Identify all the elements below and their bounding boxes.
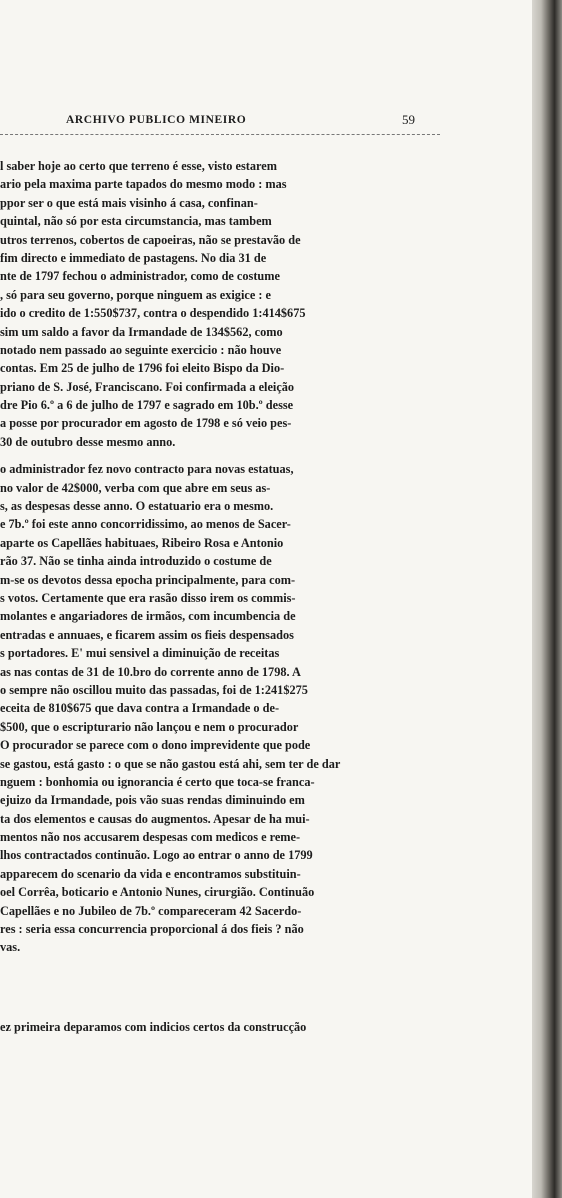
text-line: contas. Em 25 de julho de 1796 foi eleito Bispo da Dio- <box>0 361 285 376</box>
text-line: vas. <box>0 940 21 955</box>
text-line: dre Pio 6.º a 6 de julho de 1797 e sagrado em 10b.º desse <box>0 398 294 413</box>
text-line: 30 de outubro desse mesmo anno. <box>0 434 176 449</box>
text-line: $500, que o escripturario não lançou e nem o procurador <box>0 719 299 734</box>
paragraph <box>0 460 440 957</box>
text-line: as nas contas de 31 de 10.bro do corrente anno de 1798. A <box>0 664 301 679</box>
text-line: nguem : bonhomia ou ignorancia é certo que toca-se franca- <box>0 774 315 789</box>
text-line: a posse por procurador em agosto de 1798 e só veio pes- <box>0 416 292 431</box>
text-line: apparecem do scenario da vida e encontramos substituin- <box>0 866 301 881</box>
text-line: ppor ser o que está mais visinho á casa, confinan- <box>0 195 258 210</box>
text-line: se gastou, está gasto : o que se não gastou está ahi, sem ter de dar <box>0 756 341 771</box>
text-line: ta dos elementos e causas do augmentos. Apesar de ha mui- <box>0 811 310 826</box>
text-line: , só para seu governo, porque ninguem as exigice : e <box>0 287 271 302</box>
text-line: O procurador se parece com o dono imprevidente que pode <box>0 738 311 753</box>
text-line: s portadores. E' mui sensivel a diminuição de receitas <box>0 646 280 661</box>
text-line: no valor de 42$000, verba com que abre em seus as- <box>0 480 271 495</box>
text-line: mentos não nos accusarem despesas com medicos e reme- <box>0 830 301 845</box>
text-line: Capellães e no Jubileo de 7b.º compareceram 42 Sacerdo- <box>0 903 302 918</box>
text-line: molantes e angariadores de irmãos, com incumbencia de <box>0 609 296 624</box>
text-line: lhos contractados continuão. Logo ao entrar o anno de 1799 <box>0 848 313 863</box>
text-line: s, as despesas desse anno. O estatuario era o mesmo. <box>0 499 274 514</box>
page-header <box>0 114 440 134</box>
text-line: quintal, não só por esta circumstancia, mas tambem <box>0 214 272 229</box>
paragraph-gap <box>0 451 440 460</box>
text-line: utros terrenos, cobertos de capoeiras, não se prestavão de <box>0 232 301 247</box>
header-rule <box>0 134 440 135</box>
text-line: o administrador fez novo contracto para novas estatuas, <box>0 462 294 477</box>
body-text <box>0 157 440 1057</box>
text-line: fim directo e immediato de pastagens. No dia 31 de <box>0 250 267 265</box>
text-line: notado nem passado ao seguinte exercicio : não houve <box>0 342 282 357</box>
text-line: res : seria essa concurrencia proporcional á dos fieis ? não <box>0 922 304 937</box>
text-line: entradas e annuaes, e ficarem assim os fieis despensados <box>0 627 294 642</box>
paragraph <box>0 157 440 451</box>
text-line: l saber hoje ao certo que terreno é esse, visto estarem <box>0 159 277 173</box>
closing-line: ez primeira deparamos com indicios certos da construcção <box>0 1020 307 1034</box>
book-spine-shadow <box>532 0 562 1198</box>
text-line: aparte os Capellães habituaes, Ribeiro Rosa e Antonio <box>0 535 284 550</box>
text-line: ejuizo da Irmandade, pois vão suas rendas diminuindo em <box>0 793 305 808</box>
text-line: rão 37. Não se tinha ainda introduzido o costume de <box>0 554 272 569</box>
text-line: sim um saldo a favor da Irmandade de 134$562, como <box>0 324 283 339</box>
text-line: m-se os devotos dessa epocha principalmente, para com- <box>0 572 296 587</box>
running-head: ARCHIVO PUBLICO MINEIRO <box>66 114 247 126</box>
page-number: 59 <box>402 112 415 127</box>
text-line: oel Corrêa, boticario e Antonio Nunes, cirurgião. Continuão <box>0 885 315 900</box>
text-line: ario pela maxima parte tapados do mesmo modo : mas <box>0 177 287 192</box>
text-line: e 7b.º foi este anno concorridissimo, ao menos de Sacer- <box>0 517 291 532</box>
text-line: priano de S. José, Franciscano. Foi confirmada a eleição <box>0 379 295 394</box>
text-line: o sempre não oscillou muito das passadas, foi de 1:241$275 <box>0 682 308 697</box>
text-line: ido o credito de 1:550$737, contra o despendido 1:414$675 <box>0 306 306 321</box>
text-line: nte de 1797 fechou o administrador, como de costume <box>0 269 280 284</box>
text-line: eceita de 810$675 que dava contra a Irmandade o de- <box>0 701 280 716</box>
text-line: s votos. Certamente que era rasão disso irem os commis- <box>0 590 296 605</box>
